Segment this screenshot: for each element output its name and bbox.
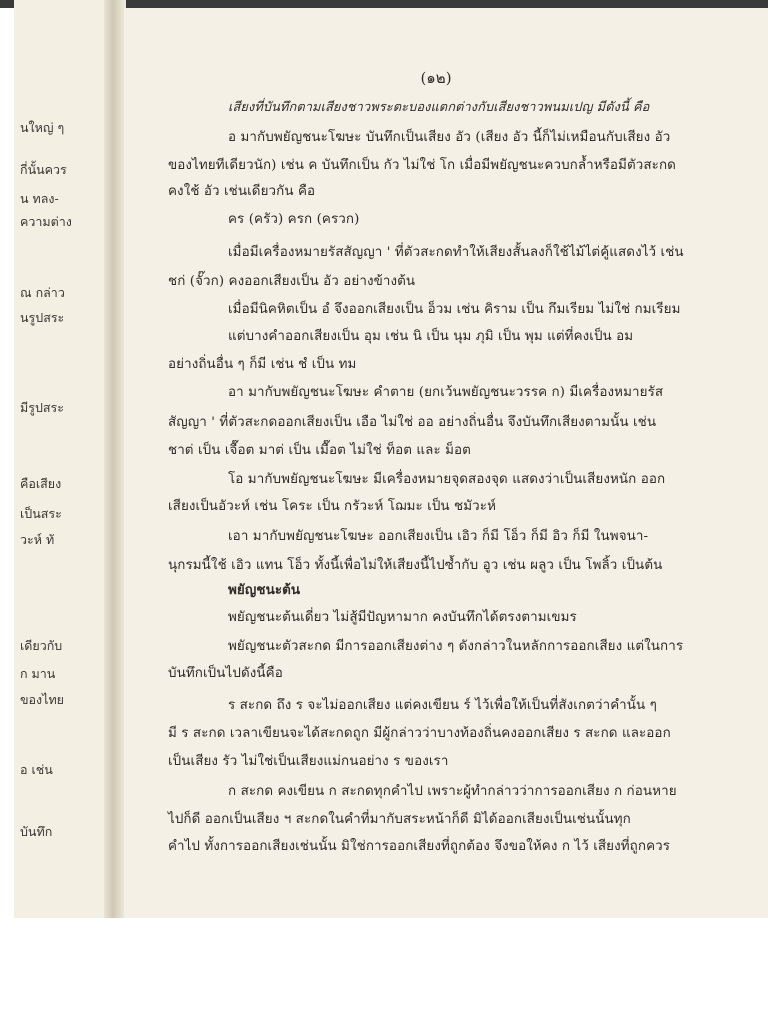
body-line: อ มากับพยัญชนะโฆษะ บันทึกเป็นเสียง อัว (เสียง อัว นี้ก็ไม่เหมือนกับเสียง อัว — [228, 130, 671, 145]
left-page — [14, 0, 111, 918]
left-page-fragment: ก มาน — [20, 666, 56, 681]
body-line: คงใช้ อัว เช่นเดียวกัน คือ — [168, 184, 316, 199]
body-line: อย่างถิ่นอื่น ๆ ก็มี เช่น ชํ เป็น ทม — [168, 357, 357, 372]
body-line: คร (ครัว) ครก (ครวก) — [228, 212, 360, 227]
left-page-fragment: อ เช่น — [20, 762, 53, 777]
body-line: ไปก็ดี ออกเป็นเสียง ฯ สะกดในคำที่มากับสระหน้าก็ดี มิได้ออกเสียงเป็นเช่นนั้นทุก — [168, 812, 631, 827]
body-line: ชาต่ เป็น เจื๊อต มาต่ เป็น เมื๊อต ไม่ใช่ ท็อต และ ม็อต — [168, 443, 471, 458]
left-page-fragment: วะห์ ทั — [20, 532, 55, 547]
body-line: บันทึกเป็นไปดังนี้คือ — [168, 666, 283, 681]
body-line: พยัญชนะต้นเดี่ยว ไม่สู้มีปัญหามาก คงบันทึกได้ตรงตามเขมร — [228, 610, 577, 625]
body-line: ของไทยทีเดียวนัก) เช่น ค บันทึกเป็น กัว ไม่ใช่ โก เมื่อมีพยัญชนะควบกล้ำหรือมีตัวสะกด — [168, 158, 676, 173]
left-page-fragment: นใหญ่ ๆ — [20, 120, 65, 135]
book-spine — [104, 0, 126, 918]
left-page-fragment: เป็นสระ — [20, 506, 62, 521]
right-page — [124, 8, 768, 918]
body-line: อา มากับพยัญชนะโฆษะ คำตาย (ยกเว้นพยัญชนะวรรค ก) มีเครื่องหมายรัส — [228, 385, 664, 400]
page-number: (๑๒) — [420, 69, 452, 87]
body-line: ชก่ (จั๊วก) คงออกเสียงเป็น อัว อย่างข้างต้น — [168, 274, 416, 289]
body-line: เป็นเสียง รัว ไม่ใช่เป็นเสียงแม่กนอย่าง ร ของเรา — [168, 754, 449, 769]
body-line: โอ มากับพยัญชนะโฆษะ มีเครื่องหมายจุดสองจุด แสดงว่าเป็นเสียงหนัก ออก — [228, 472, 666, 487]
body-line: สัญญา ' ที่ตัวสะกดออกเสียงเป็น เอือ ไม่ใช่ ออ อย่างถิ่นอื่น จึงบันทึกเสียงตามนั้น เช่น — [168, 415, 657, 430]
body-line: เสียงเป็นอัวะห์ เช่น โคระ เป็น กรัวะห์ โฌมะ เป็น ชมัวะห์ — [168, 499, 496, 514]
left-page-fragment: บันทึก — [20, 824, 53, 839]
body-line: เมื่อมีนิคหิตเป็น อํ จึงออกเสียงเป็น อ็วม เช่น คิราม เป็น กึมเรียม ไม่ใช่ กมเรียม — [228, 302, 681, 317]
body-line: มี ร สะกด เวลาเขียนจะได้สะกดถูก มีผู้กล่าวว่าบางท้องถิ่นคงออกเสียง ร สะกด และออก — [168, 726, 671, 741]
body-line: คำไป ทั้งการออกเสียงเช่นนั้น มิใช่การออกเสียงที่ถูกต้อง จึงขอให้คง ก ไว้ เสียงที่ถูกควร — [168, 839, 671, 854]
left-page-fragment: น ทลง- — [20, 191, 59, 206]
left-page-fragment: เดียวกับ — [20, 638, 63, 653]
left-page-fragment: คือเสียง — [20, 476, 62, 491]
body-line: เมื่อมีเครื่องหมายรัสสัญญา ' ที่ตัวสะกดทำให้เสียงสั้นลงก็ใช้ไม้ไต่คู้แสดงไว้ เช่น — [228, 245, 684, 260]
body-line: นุกรมนี้ใช้ เอิว แทน โอ็ว ทั้งนี้เพื่อไม่ให้เสียงนี้ไปซ้ำกับ อูว เช่น ผลูว เป็น โพลิ้ว เป็นต้น — [168, 558, 663, 573]
body-line: พยัญชนะตัวสะกด มีการออกเสียงต่าง ๆ ดังกล่าวในหลักการออกเสียง แต่ในการ — [228, 639, 684, 654]
body-line: ร สะกด ถึง ร จะไม่ออกเสียง แต่คงเขียน ร์ ไว้เพื่อให้เป็นที่สังเกตว่าคำนั้น ๆ — [228, 698, 657, 713]
body-line: เอา มากับพยัญชนะโฆษะ ออกเสียงเป็น เอิว ก็มี โอ็ว ก็มี อิว ก็มี ในพจนา- — [228, 529, 649, 544]
scan-bottom-margin — [0, 918, 768, 1024]
left-page-fragment: นรูปสระ — [20, 310, 65, 325]
section-heading: เสียงที่บันทึกตามเสียงชาวพระตะบองแตกต่างกับเสียงชาวพนมเปญ มีดังนี้ คือ — [228, 100, 650, 115]
left-page-fragment: กี่นั้นควร — [20, 162, 67, 177]
body-line: แต่บางคำออกเสียงเป็น อุม เช่น นิ เป็น นุม ภุมิ เป็น พุม แต่ที่คงเป็น อม — [228, 329, 634, 344]
left-page-fragment: ของไทย — [20, 692, 65, 707]
left-page-fragment: ความต่าง — [20, 214, 72, 229]
left-page-fragment: ณ กล่าว — [20, 285, 65, 300]
body-line: ก สะกด คงเขียน ก สะกดทุกคำไป เพราะผู้ทำกล่าวว่าการออกเสียง ก ก่อนหาย — [228, 784, 677, 799]
subheading-initial-consonants: พยัญชนะต้น — [228, 582, 301, 598]
left-page-fragment: มีรูปสระ — [20, 400, 64, 415]
